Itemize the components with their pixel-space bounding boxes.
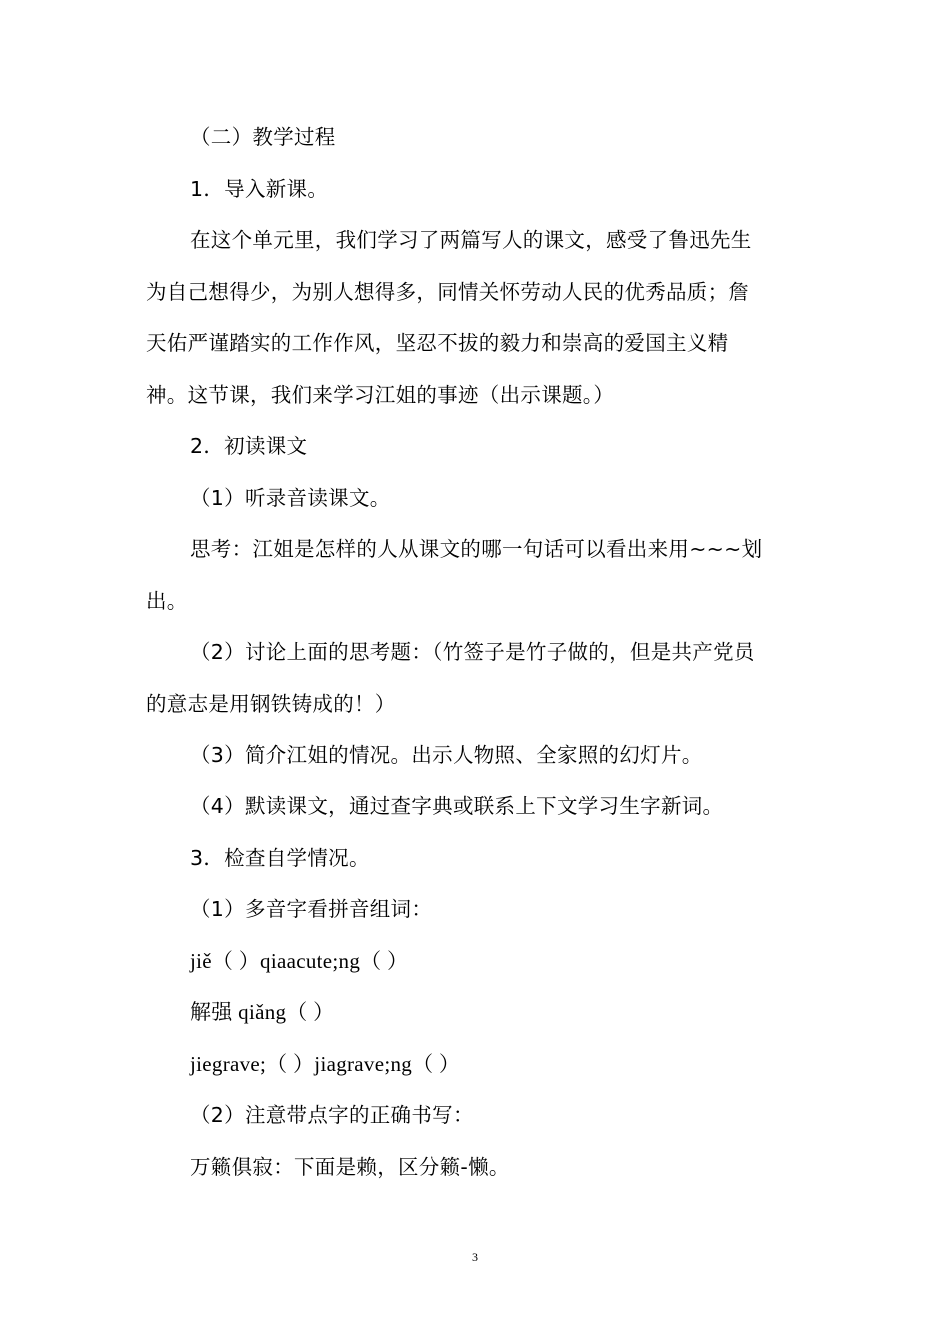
sub-item: （2）讨论上面的思考题：（竹签子是竹子做的，但是共产党员 xyxy=(190,640,755,664)
sub-item: （2）注意带点字的正确书写： xyxy=(190,1103,474,1127)
paragraph-line: 神。这节课，我们来学习江姐的事迹（出示课题。） xyxy=(146,383,615,407)
pinyin-line: jiě（ ）qiaacute;ng（ ） xyxy=(190,949,409,973)
sub-item: （3）简介江姐的情况。出示人物照、全家照的幻灯片。 xyxy=(190,743,703,767)
paragraph-line: 的意志是用钢铁铸成的！） xyxy=(146,692,396,716)
paragraph-line: 为自己想得少，为别人想得多，同情关怀劳动人民的优秀品质；詹 xyxy=(146,280,750,304)
step-heading-1: 1．导入新课。 xyxy=(190,177,329,201)
paragraph-line: 出。 xyxy=(146,589,188,613)
paragraph-line: 在这个单元里，我们学习了两篇写人的课文，感受了鲁迅先生 xyxy=(190,228,752,252)
paragraph-line: 天佑严谨踏实的工作作风，坚忍不拔的毅力和崇高的爱国主义精 xyxy=(146,331,729,355)
step-heading-3: 3．检查自学情况。 xyxy=(190,846,370,870)
section-heading: （二）教学过程 xyxy=(190,125,336,149)
sub-item: （4）默读课文，通过查字典或联系上下文学习生字新词。 xyxy=(190,794,724,818)
pinyin-line: jiegrave;（ ）jiagrave;ng（ ） xyxy=(190,1052,461,1076)
sub-item: （1）多音字看拼音组词： xyxy=(190,897,433,921)
step-heading-2: 2．初读课文 xyxy=(190,434,308,458)
sub-item: （1）听录音读课文。 xyxy=(190,486,391,510)
paragraph-line: 思考：江姐是怎样的人从课文的哪一句话可以看出来用~~~划 xyxy=(190,537,763,561)
pinyin-line: 解强 qiǎng（ ） xyxy=(190,1000,335,1024)
paragraph-line: 万籁俱寂：下面是赖，区分籁-懒。 xyxy=(190,1155,510,1179)
page-number: 3 xyxy=(472,1250,478,1264)
